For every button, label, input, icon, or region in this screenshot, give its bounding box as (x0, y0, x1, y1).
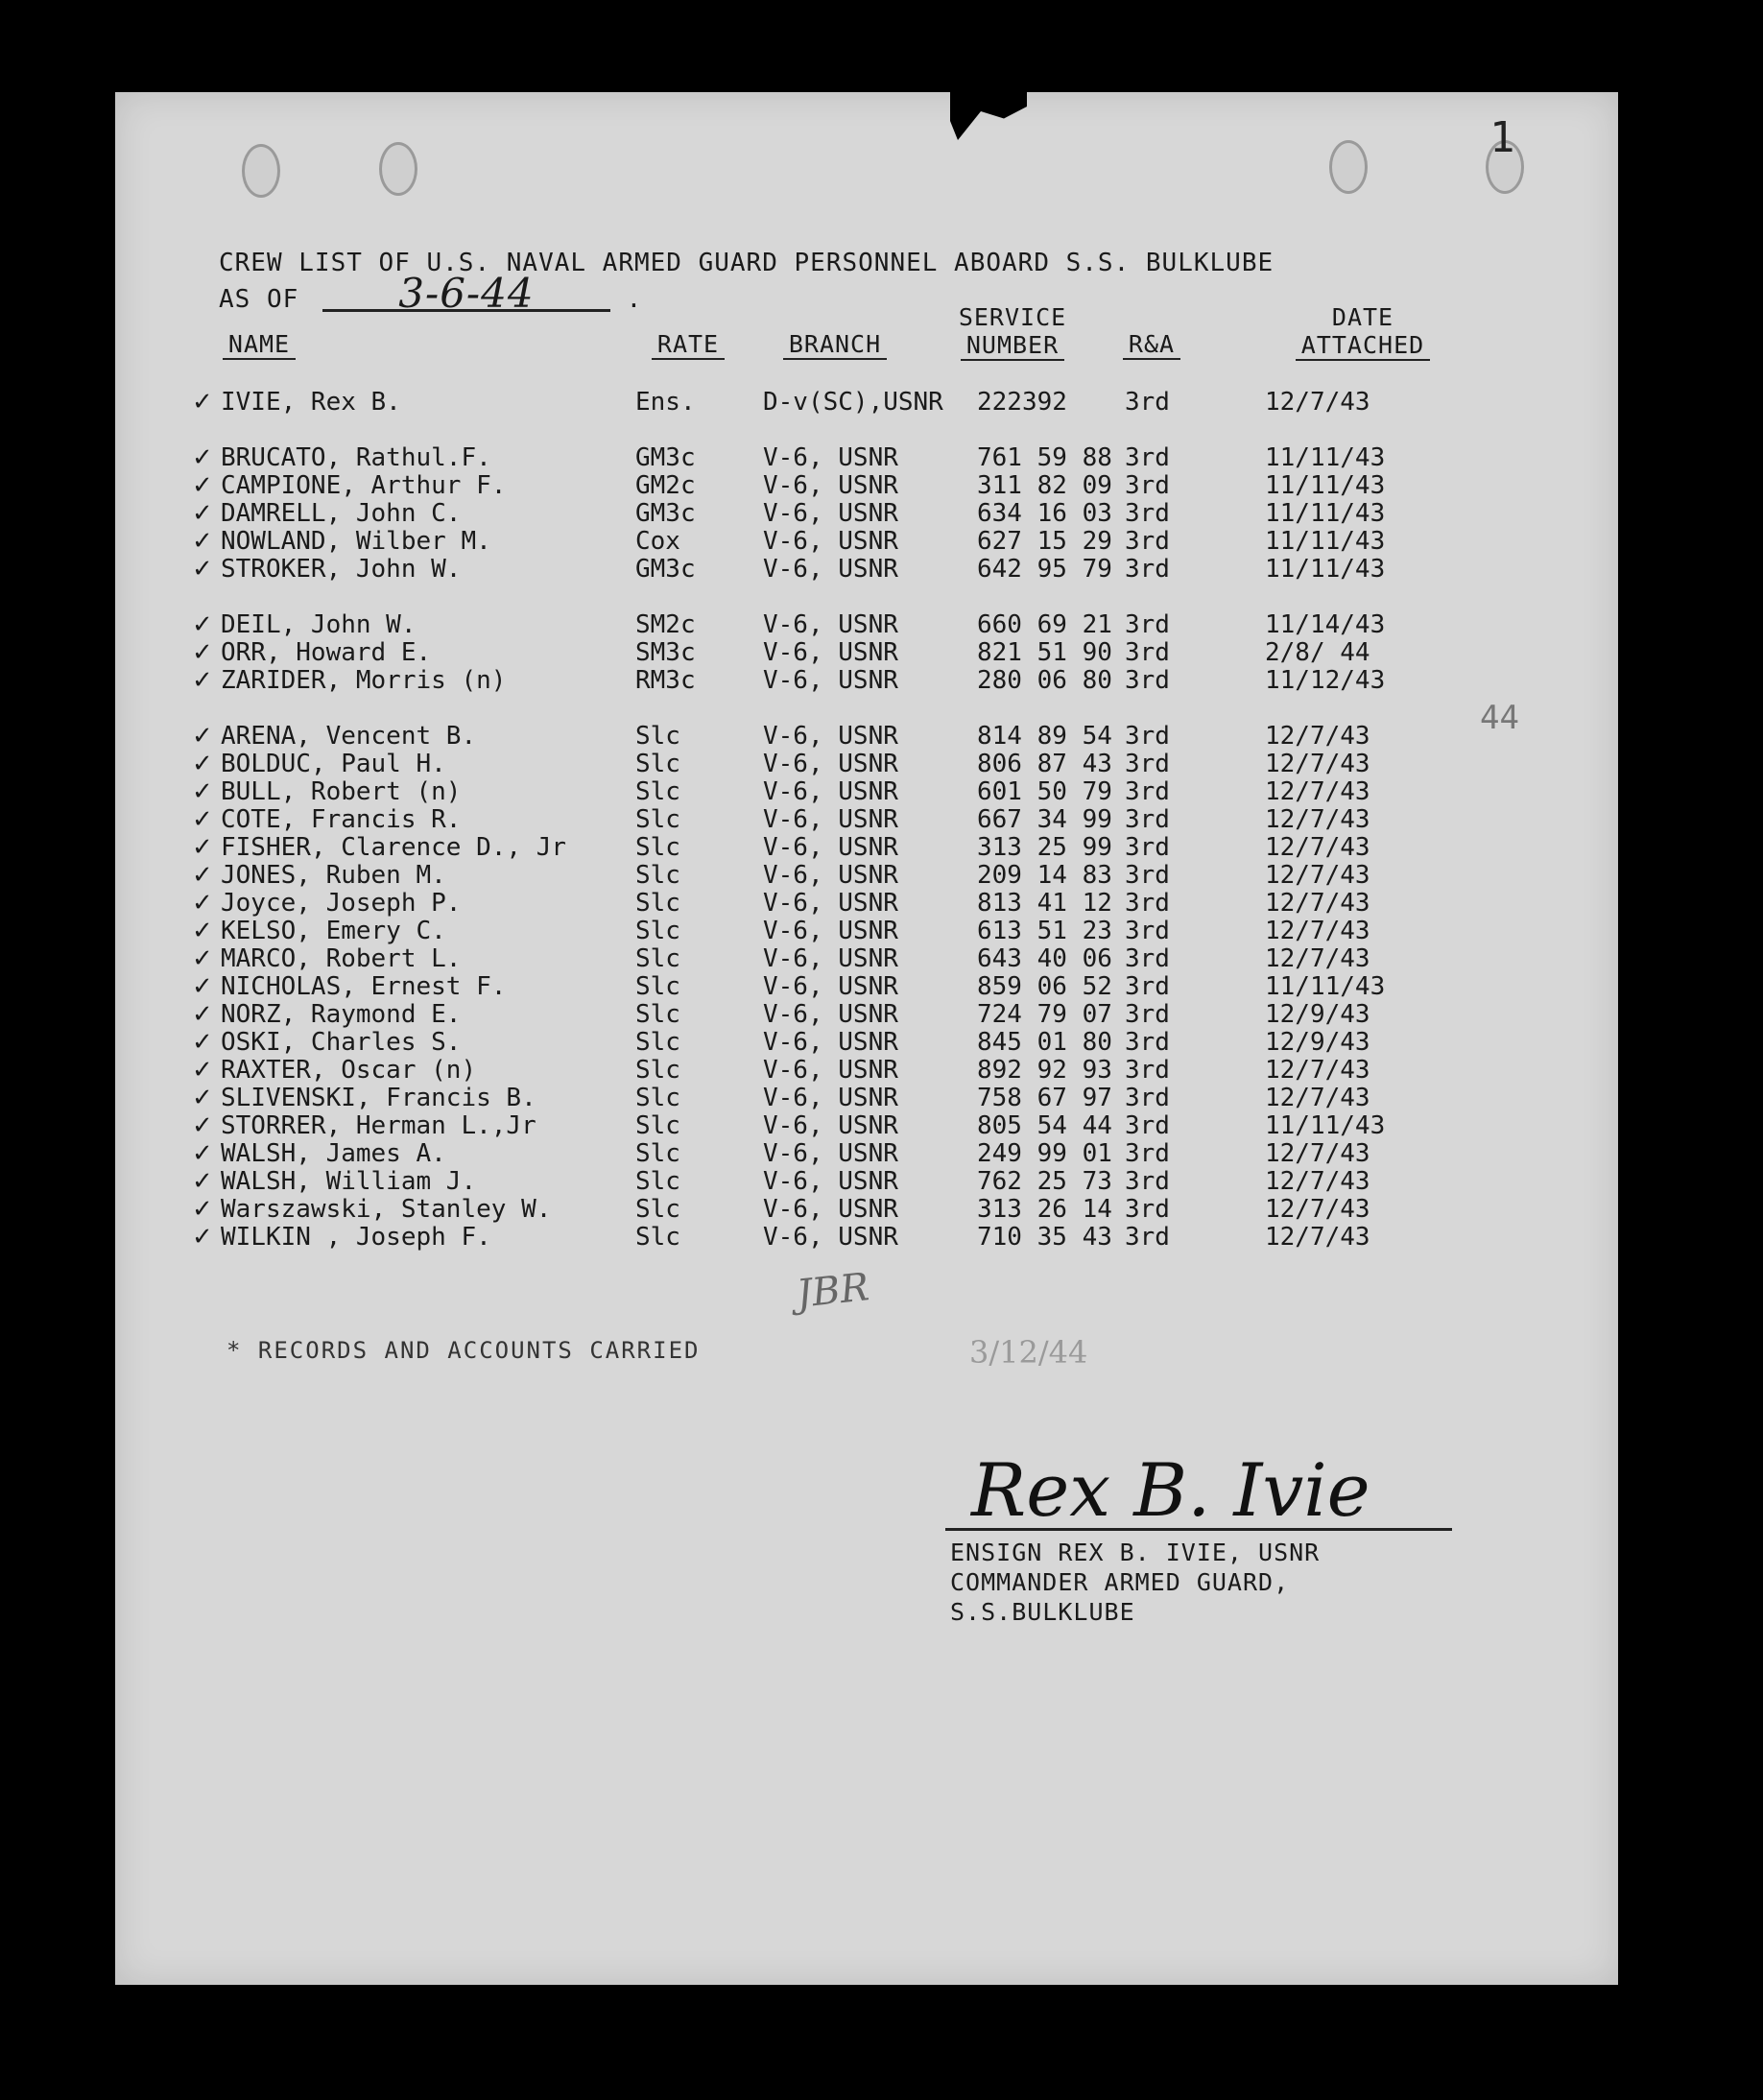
service-number: 805 54 44 (977, 1111, 1112, 1140)
margin-note: 44 (1480, 699, 1519, 737)
date-attached: 12/7/43 (1265, 833, 1370, 862)
ra-value: 3rd (1125, 1000, 1170, 1029)
crew-name: CAMPIONE, Arthur F. (221, 471, 507, 500)
service-number: 249 99 01 (977, 1139, 1112, 1168)
service-number: 613 51 23 (977, 917, 1112, 945)
ra-value: 3rd (1125, 917, 1170, 945)
table-row (0, 861, 1536, 890)
crew-branch: V-6, USNR (763, 722, 898, 751)
check-mark: ✓ (192, 443, 213, 472)
service-number: 845 01 80 (977, 1028, 1112, 1057)
crew-name: STROKER, John W. (221, 555, 462, 584)
date-attached: 12/7/43 (1265, 1084, 1370, 1112)
crew-rate: Slc (635, 889, 680, 918)
crew-rate: Slc (635, 1195, 680, 1224)
as-of-label: AS OF (219, 285, 299, 314)
crew-name: WALSH, James A. (221, 1139, 446, 1168)
initials-signature: JBR (794, 1265, 871, 1317)
ra-value: 3rd (1125, 1028, 1170, 1057)
check-mark: ✓ (192, 1167, 213, 1196)
table-row (0, 1195, 1536, 1224)
initials-date: 3/12/44 (969, 1334, 1088, 1371)
check-mark: ✓ (192, 471, 213, 500)
ra-value: 3rd (1125, 388, 1170, 417)
table-row (0, 555, 1536, 584)
crew-rate: GM3c (635, 443, 696, 472)
ra-value: 3rd (1125, 805, 1170, 834)
service-number: 634 16 03 (977, 499, 1112, 528)
ra-value: 3rd (1125, 443, 1170, 472)
crew-branch: V-6, USNR (763, 666, 898, 695)
table-row (0, 972, 1536, 1001)
crew-branch: D-v(SC),USNR (763, 388, 943, 417)
service-number: 758 67 97 (977, 1084, 1112, 1112)
signature-line (945, 1528, 1452, 1531)
crew-branch: V-6, USNR (763, 443, 898, 472)
crew-name: Warszawski, Stanley W. (221, 1195, 552, 1224)
table-row (0, 944, 1536, 973)
table-row (0, 527, 1536, 556)
check-mark: ✓ (192, 388, 213, 417)
check-mark: ✓ (192, 1028, 213, 1057)
ra-value: 3rd (1125, 638, 1170, 667)
ra-value: 3rd (1125, 1195, 1170, 1224)
date-attached: 12/7/43 (1265, 1195, 1370, 1224)
ra-value: 3rd (1125, 972, 1170, 1001)
date-attached: 12/7/43 (1265, 722, 1370, 751)
table-row (0, 1000, 1536, 1029)
service-number: 806 87 43 (977, 750, 1112, 778)
crew-branch: V-6, USNR (763, 471, 898, 500)
table-row (0, 1111, 1536, 1140)
crew-branch: V-6, USNR (763, 527, 898, 556)
check-mark: ✓ (192, 722, 213, 751)
service-number: 761 59 88 (977, 443, 1112, 472)
table-row (0, 805, 1536, 834)
signature-block: ENSIGN REX B. IVIE, USNR COMMANDER ARMED GUARD, S.S.BULKLUBE (950, 1539, 1321, 1626)
ra-value: 3rd (1125, 1056, 1170, 1085)
crew-rate: Slc (635, 1223, 680, 1252)
date-attached: 12/7/43 (1265, 388, 1370, 417)
check-mark: ✓ (192, 1139, 213, 1168)
ra-value: 3rd (1125, 610, 1170, 639)
as-of-line (219, 270, 1274, 317)
punch-hole (379, 142, 417, 196)
service-number: 814 89 54 (977, 722, 1112, 751)
table-row (0, 722, 1536, 751)
crew-rate: Slc (635, 777, 680, 806)
commander-signature: Rex B. Ivie (971, 1447, 1370, 1533)
date-attached: 12/7/43 (1265, 1056, 1370, 1085)
crew-name: KELSO, Emery C. (221, 917, 446, 945)
crew-rate: Ens. (635, 388, 696, 417)
date-attached: 12/7/43 (1265, 1139, 1370, 1168)
crew-name: WILKIN , Joseph F. (221, 1223, 491, 1252)
date-attached: 12/7/43 (1265, 944, 1370, 973)
crew-name: MARCO, Robert L. (221, 944, 462, 973)
date-attached: 11/11/43 (1265, 471, 1386, 500)
crew-rate: Slc (635, 1139, 680, 1168)
table-row (0, 443, 1536, 472)
service-number: 762 25 73 (977, 1167, 1112, 1196)
service-number: 724 79 07 (977, 1000, 1112, 1029)
table-row (0, 471, 1536, 500)
check-mark: ✓ (192, 499, 213, 528)
table-row (0, 388, 1536, 417)
col-header-service: SERVICE NUMBER (958, 303, 1067, 359)
crew-rate: Slc (635, 1084, 680, 1112)
check-mark: ✓ (192, 972, 213, 1001)
service-number: 892 92 93 (977, 1056, 1112, 1085)
col-header-name: NAME (202, 330, 317, 358)
crew-name: COTE, Francis R. (221, 805, 462, 834)
crew-name: STORRER, Herman L.,Jr (221, 1111, 536, 1140)
crew-name: WALSH, William J. (221, 1167, 477, 1196)
ra-value: 3rd (1125, 1084, 1170, 1112)
ra-value: 3rd (1125, 777, 1170, 806)
ra-value: 3rd (1125, 861, 1170, 890)
crew-branch: V-6, USNR (763, 1056, 898, 1085)
crew-branch: V-6, USNR (763, 1084, 898, 1112)
date-attached: 11/14/43 (1265, 610, 1386, 639)
service-number: 311 82 09 (977, 471, 1112, 500)
crew-rate: Slc (635, 805, 680, 834)
title-line: CREW LIST OF U.S. NAVAL ARMED GUARD PERSONNEL ABOARD S.S. BULKLUBE (219, 249, 1275, 277)
date-attached: 12/9/43 (1265, 1000, 1370, 1029)
table-row (0, 499, 1536, 528)
crew-name: NOWLAND, Wilber M. (221, 527, 491, 556)
table-row (0, 917, 1536, 945)
crew-rate: SM3c (635, 638, 696, 667)
crew-branch: V-6, USNR (763, 555, 898, 584)
crew-branch: V-6, USNR (763, 1028, 898, 1057)
crew-name: DAMRELL, John C. (221, 499, 462, 528)
crew-rate: Slc (635, 1000, 680, 1029)
crew-name: IVIE, Rex B. (221, 388, 401, 417)
ra-value: 3rd (1125, 750, 1170, 778)
crew-rate: Slc (635, 972, 680, 1001)
crew-branch: V-6, USNR (763, 1111, 898, 1140)
check-mark: ✓ (192, 1084, 213, 1112)
service-number: 280 06 80 (977, 666, 1112, 695)
service-number: 313 26 14 (977, 1195, 1112, 1224)
date-attached: 2/8/ 44 (1265, 638, 1370, 667)
crew-rate: GM3c (635, 499, 696, 528)
crew-rate: Slc (635, 750, 680, 778)
ra-value: 3rd (1125, 1139, 1170, 1168)
check-mark: ✓ (192, 1223, 213, 1252)
crew-rate: Slc (635, 1111, 680, 1140)
crew-name: BRUCATO, Rathul.F. (221, 443, 491, 472)
date-attached: 12/7/43 (1265, 805, 1370, 834)
service-number: 660 69 21 (977, 610, 1112, 639)
service-number: 667 34 99 (977, 805, 1112, 834)
ra-value: 3rd (1125, 471, 1170, 500)
date-attached: 11/11/43 (1265, 443, 1386, 472)
col-header-date: DATE ATTACHED (1257, 303, 1468, 359)
crew-rate: RM3c (635, 666, 696, 695)
table-row (0, 610, 1536, 639)
page-number: 1 (1489, 113, 1515, 162)
check-mark: ✓ (192, 1000, 213, 1029)
crew-branch: V-6, USNR (763, 1223, 898, 1252)
crew-name: BOLDUC, Paul H. (221, 750, 446, 778)
check-mark: ✓ (192, 833, 213, 862)
crew-branch: V-6, USNR (763, 1000, 898, 1029)
ra-value: 3rd (1125, 666, 1170, 695)
crew-name: SLIVENSKI, Francis B. (221, 1084, 536, 1112)
crew-name: FISHER, Clarence D., Jr (221, 833, 567, 862)
col-header-rate: RATE (635, 330, 741, 358)
crew-rate: Slc (635, 917, 680, 945)
crew-name: NORZ, Raymond E. (221, 1000, 462, 1029)
punch-hole (242, 144, 280, 198)
table-row (0, 833, 1536, 862)
crew-branch: V-6, USNR (763, 750, 898, 778)
ra-value: 3rd (1125, 889, 1170, 918)
crew-name: OSKI, Charles S. (221, 1028, 462, 1057)
date-attached: 12/7/43 (1265, 1167, 1370, 1196)
crew-branch: V-6, USNR (763, 805, 898, 834)
crew-branch: V-6, USNR (763, 1167, 898, 1196)
ra-value: 3rd (1125, 1167, 1170, 1196)
crew-rate: Slc (635, 1028, 680, 1057)
check-mark: ✓ (192, 638, 213, 667)
check-mark: ✓ (192, 777, 213, 806)
ra-value: 3rd (1125, 722, 1170, 751)
crew-name: ZARIDER, Morris (n) (221, 666, 507, 695)
ra-value: 3rd (1125, 1223, 1170, 1252)
crew-rate: GM3c (635, 555, 696, 584)
col-header-branch: BRANCH (758, 330, 912, 358)
service-number: 859 06 52 (977, 972, 1112, 1001)
date-attached: 11/11/43 (1265, 555, 1386, 584)
crew-branch: V-6, USNR (763, 917, 898, 945)
date-attached: 12/9/43 (1265, 1028, 1370, 1057)
check-mark: ✓ (192, 666, 213, 695)
date-attached: 12/7/43 (1265, 777, 1370, 806)
punch-hole (1329, 140, 1368, 194)
table-row (0, 1223, 1536, 1252)
crew-branch: V-6, USNR (763, 638, 898, 667)
service-number: 222392 (977, 388, 1067, 417)
table-row (0, 1084, 1536, 1112)
crew-name: RAXTER, Oscar (n) (221, 1056, 477, 1085)
ra-value: 3rd (1125, 944, 1170, 973)
col-header-ra: R&A (1113, 330, 1190, 358)
crew-name: NICHOLAS, Ernest F. (221, 972, 507, 1001)
crew-name: ORR, Howard E. (221, 638, 432, 667)
table-row (0, 889, 1536, 918)
crew-name: Joyce, Joseph P. (221, 889, 462, 918)
crew-name: ARENA, Vencent B. (221, 722, 477, 751)
crew-rate: SM2c (635, 610, 696, 639)
check-mark: ✓ (192, 805, 213, 834)
crew-rate: Slc (635, 861, 680, 890)
crew-rate: Cox (635, 527, 680, 556)
check-mark: ✓ (192, 917, 213, 945)
service-number: 821 51 90 (977, 638, 1112, 667)
check-mark: ✓ (192, 1195, 213, 1224)
document-title (219, 248, 1274, 315)
check-mark: ✓ (192, 1111, 213, 1140)
check-mark: ✓ (192, 861, 213, 890)
date-attached: 12/7/43 (1265, 917, 1370, 945)
crew-rate: Slc (635, 1167, 680, 1196)
table-row (0, 1028, 1536, 1057)
crew-branch: V-6, USNR (763, 1195, 898, 1224)
crew-branch: V-6, USNR (763, 861, 898, 890)
date-attached: 11/11/43 (1265, 527, 1386, 556)
crew-rate: GM2c (635, 471, 696, 500)
crew-branch: V-6, USNR (763, 1139, 898, 1168)
crew-rate: Slc (635, 1056, 680, 1085)
ra-value: 3rd (1125, 555, 1170, 584)
ra-value: 3rd (1125, 499, 1170, 528)
service-number: 642 95 79 (977, 555, 1112, 584)
service-number: 209 14 83 (977, 861, 1112, 890)
crew-name: BULL, Robert (n) (221, 777, 462, 806)
check-mark: ✓ (192, 750, 213, 778)
check-mark: ✓ (192, 527, 213, 556)
check-mark: ✓ (192, 889, 213, 918)
check-mark: ✓ (192, 610, 213, 639)
date-attached: 11/11/43 (1265, 499, 1386, 528)
table-row (0, 750, 1536, 778)
ra-value: 3rd (1125, 1111, 1170, 1140)
service-number: 643 40 06 (977, 944, 1112, 973)
date-attached: 11/11/43 (1265, 1111, 1386, 1140)
table-row (0, 1056, 1536, 1085)
crew-branch: V-6, USNR (763, 889, 898, 918)
table-row (0, 638, 1536, 667)
service-number: 601 50 79 (977, 777, 1112, 806)
crew-branch: V-6, USNR (763, 499, 898, 528)
crew-branch: V-6, USNR (763, 777, 898, 806)
table-row (0, 666, 1536, 695)
table-row (0, 1167, 1536, 1196)
date-attached: 11/11/43 (1265, 972, 1386, 1001)
ra-value: 3rd (1125, 833, 1170, 862)
crew-name: JONES, Ruben M. (221, 861, 446, 890)
check-mark: ✓ (192, 1056, 213, 1085)
crew-branch: V-6, USNR (763, 972, 898, 1001)
service-number: 813 41 12 (977, 889, 1112, 918)
service-number: 710 35 43 (977, 1223, 1112, 1252)
date-attached: 11/12/43 (1265, 666, 1386, 695)
date-attached: 12/7/43 (1265, 861, 1370, 890)
date-attached: 12/7/43 (1265, 1223, 1370, 1252)
table-row (0, 1139, 1536, 1168)
service-number: 627 15 29 (977, 527, 1112, 556)
check-mark: ✓ (192, 555, 213, 584)
crew-branch: V-6, USNR (763, 944, 898, 973)
service-number: 313 25 99 (977, 833, 1112, 862)
check-mark: ✓ (192, 944, 213, 973)
crew-rate: Slc (635, 722, 680, 751)
crew-branch: V-6, USNR (763, 610, 898, 639)
date-attached: 12/7/43 (1265, 750, 1370, 778)
crew-rate: Slc (635, 833, 680, 862)
crew-rate: Slc (635, 944, 680, 973)
as-of-end: . (626, 285, 643, 314)
table-row (0, 777, 1536, 806)
crew-branch: V-6, USNR (763, 833, 898, 862)
crew-name: DEIL, John W. (221, 610, 417, 639)
ra-value: 3rd (1125, 527, 1170, 556)
footnote: * RECORDS AND ACCOUNTS CARRIED (226, 1337, 701, 1364)
date-attached: 12/7/43 (1265, 889, 1370, 918)
as-of-date: 3-6-44 (322, 278, 610, 312)
